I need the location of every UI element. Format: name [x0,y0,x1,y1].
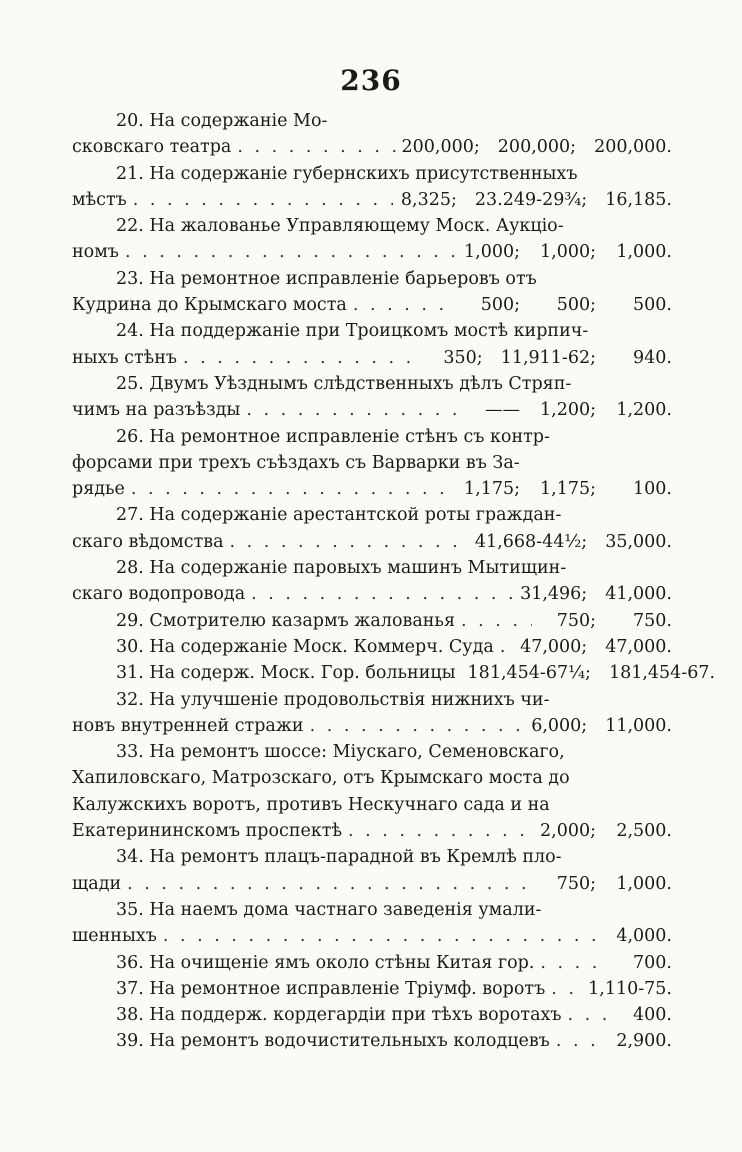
entry-line [72,555,672,581]
amount-value: 23.249-29¾; [474,189,588,210]
dot-leader [125,239,456,265]
entry-line [72,739,672,765]
entry-amounts [462,292,672,318]
amount-value: 1,110-75. [588,978,672,999]
entry-line [72,1002,672,1028]
entry-line [72,687,672,713]
amount-value: 16,185. [605,189,672,210]
amount-value: 750; [556,873,596,894]
amount-value: 200,000; [497,137,577,158]
amount-value: 700. [633,952,672,973]
amount-value: 1,175; [540,479,596,500]
entry-line [72,950,672,976]
entry-line [72,476,672,502]
entry-line [72,318,672,344]
amount-value: 1,175; [464,479,520,500]
entry-text: скаго вѣдомства [72,531,224,552]
amount-value: 31,496; [520,584,588,605]
entry-line [72,844,672,870]
dot-leader [183,345,419,371]
entry-line [72,608,672,634]
amount-value: 500; [480,295,520,316]
entry-line [72,765,672,791]
entry-line [72,371,672,397]
entry-text: 35. На наемъ дома частнаго заведенія умали- [116,899,542,920]
amount-value: 750. [633,610,672,631]
entry-line [72,266,672,292]
entry-amounts [520,634,672,660]
amount-value: 1,000; [540,242,596,263]
amount-value: 4,000. [616,926,672,947]
entry-line [72,424,672,450]
entry-line [72,397,672,423]
entry-text: 25. Двумъ Уѣзднымъ слѣдственныхъ дѣлъ Стряп- [116,373,572,394]
entry-line [72,187,672,213]
entry-text: 36. На очищеніе ямъ около стѣны Китая гор. [116,952,535,973]
amount-value: 500; [556,295,596,316]
dot-leader [131,476,456,502]
entry-text: Калужскихъ воротъ, противъ Нескучнаго сада и на [72,794,550,815]
entry-text: 33. На ремонтъ шоссе: Міускаго, Семеновскаго, [116,742,565,763]
entry-amounts [475,529,672,555]
entry-line [72,161,672,187]
dot-leader [500,634,514,660]
entry-text: 37. На ремонтное исправленіе Тріумф. воротъ [116,978,546,999]
dot-leader [251,581,514,607]
amount-value: 181,454-67¼; [467,663,591,684]
amount-value: 350; [443,347,483,368]
amount-value: 400. [633,1005,672,1026]
amount-value: 41,000. [605,584,672,605]
entry-amounts [529,713,672,739]
entry-amounts [538,871,672,897]
entry-text: 22. На жалованье Управляющему Моск. Аукціо- [116,216,564,237]
entry-text: 28. На содержаніе паровыхъ машинъ Мытищин- [116,558,567,579]
entry-text: 26. На ремонтное исправленіе стѣнъ съ контр- [116,426,550,447]
amount-value: 750; [556,610,596,631]
entry-amounts [462,397,672,423]
entry-line [72,713,672,739]
amount-value: 35,000. [605,531,672,552]
entry-text: шенныхъ [72,926,157,947]
entry-line [72,897,672,923]
entry-line [72,660,716,686]
entry-text: 21. На содержаніе губернскихъ присутственныхъ [116,163,578,184]
dot-leader [246,397,456,423]
dot-leader [230,529,469,555]
entry-amounts [399,187,672,213]
entry-text: 23. На ремонтное исправленіе барьеровъ отъ [116,268,537,289]
entry-amounts [462,476,672,502]
amount-value: —— [485,400,520,421]
dot-leader [133,187,393,213]
entry-text: 31. На содерж. Моск. Гор. больницы [116,663,456,684]
amount-value: 11,911-62; [500,347,596,368]
dot-leader [237,134,395,160]
dot-leader [348,818,532,844]
dot-leader [353,292,456,318]
amount-value: 8,325; [400,189,457,210]
page-number: 236 [340,64,402,97]
entry-text: Кудрина до Крымскаго моста [72,295,347,316]
entry-line [72,502,672,528]
entry-text: 20. На содержаніе Мо- [116,111,328,131]
entry-amounts [614,923,672,949]
entry-amounts [614,1002,672,1028]
entry-text: чимъ на разъѣзды [72,400,241,421]
entry-amounts [538,608,672,634]
entry-text: форсами при трехъ съѣздахъ съ Варварки въ За- [72,452,520,473]
entry-text: ныхъ стѣнъ [72,347,177,368]
entry-amounts [614,950,672,976]
entry-text: новъ внутренней стражи [72,715,304,736]
amount-value: 2,000; [540,821,596,842]
entry-amounts [462,239,672,265]
entry-text: 27. На содержаніе арестантской роты граждан- [116,505,562,526]
entry-text: 24. На поддержаніе при Троицкомъ мостѣ кирпич- [116,321,589,342]
entry-line [72,976,672,1002]
amount-value: 2,500. [616,821,672,842]
dot-leader [127,871,532,897]
amount-value: 1,200; [540,400,596,421]
entry-text: мѣстъ [72,189,127,210]
dot-leader [540,950,608,976]
amount-value: 1,000. [616,873,672,894]
amount-value: 1,200. [616,400,672,421]
entry-amounts [588,976,672,1002]
entry-line [72,923,672,949]
dot-leader [551,976,582,1002]
amount-value: 100. [633,479,672,500]
dot-leader [556,1028,608,1054]
amount-value: 11,000. [605,715,672,736]
amount-value: 500. [633,295,672,316]
entry-line [72,529,672,555]
amount-value: 47,000. [605,636,672,657]
entry-line [72,345,672,371]
budget-entries-list [72,108,716,1055]
amount-value: 6,000; [531,715,588,736]
entry-line [72,239,672,265]
entry-line [72,108,672,134]
entry-amounts [402,134,672,160]
entry-text: 38. На поддерж. кордегардіи при тѣхъ воротахъ [116,1005,562,1026]
entry-line [72,450,672,476]
entry-amounts [614,1028,672,1054]
entry-text: 29. Смотрителю казармъ жалованья [116,610,455,631]
dot-leader [568,1002,608,1028]
entry-line [72,134,672,160]
entry-text: сковскаго театра [72,137,232,158]
entry-text: 34. На ремонтъ плацъ-парадной въ Кремлѣ пло- [116,847,562,868]
entry-line [72,213,672,239]
amount-value: 200,000. [594,137,672,158]
dot-leader [163,923,608,949]
entry-amounts [538,818,672,844]
dot-leader [461,608,532,634]
entry-text: щади [72,873,122,894]
amount-value: 1,000. [616,242,672,263]
amount-value: 181,454-67. [608,663,716,684]
entry-line [72,292,672,318]
entry-line [72,1028,672,1054]
entry-text: Хапиловскаго, Матрозскаго, отъ Крымскаго моста до [72,768,570,789]
entry-text: 39. На ремонтъ водочистительныхъ колодцевъ [116,1031,550,1052]
entry-text: рядье [72,479,125,500]
entry-line [72,581,672,607]
entry-line [72,871,672,897]
amount-value: 1,000; [464,242,520,263]
amount-value: 940. [633,347,672,368]
amount-value: 47,000; [520,636,588,657]
entry-line [72,634,672,660]
entry-text: 30. На содержаніе Моск. Коммерч. Суда [116,636,494,657]
amount-value: 41,668-44½; [474,531,588,552]
entry-text: Екатерининскомъ проспектѣ [72,821,343,842]
entry-text: номъ [72,242,119,263]
entry-text: 32. На улучшеніе продовольствія нижнихъ чи- [116,689,550,710]
entry-amounts [425,345,672,371]
amount-value: 200,000; [401,137,480,158]
dot-leader [310,713,524,739]
amount-value: 2,900. [616,1031,672,1052]
entry-line [72,818,672,844]
entry-amounts [520,581,672,607]
entry-text: скаго водопровода [72,584,246,605]
entry-amounts [468,660,716,686]
entry-line [72,792,672,818]
